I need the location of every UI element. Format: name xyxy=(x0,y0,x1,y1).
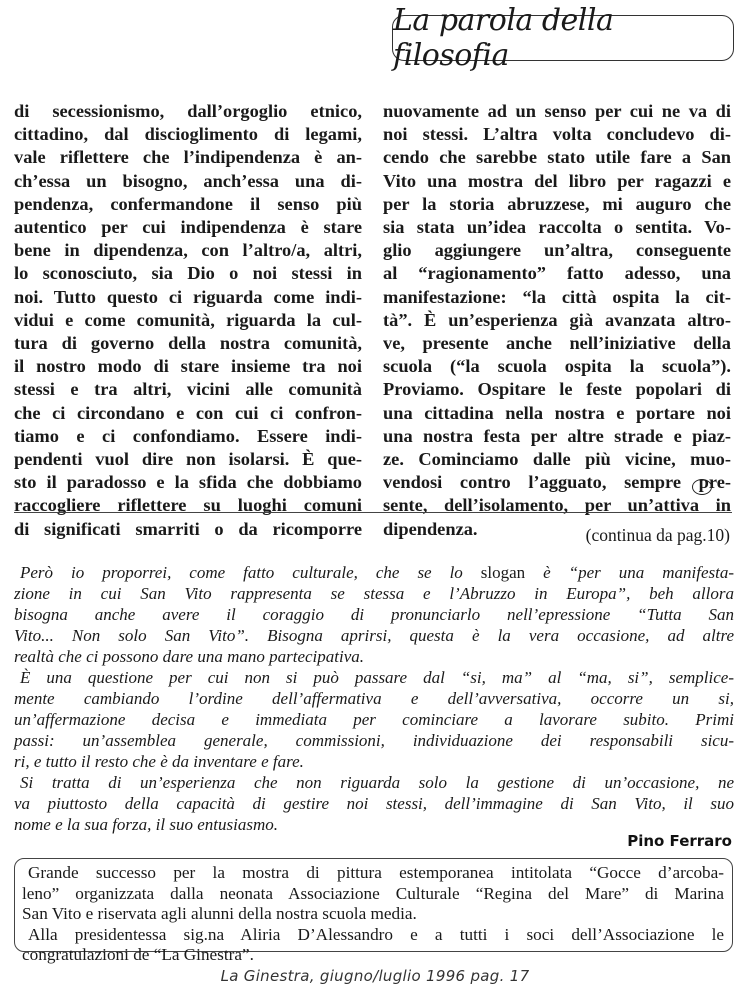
text-line: vidui e come comunità, riguarda la cul- xyxy=(14,309,362,330)
text-line: mente cambiando l’ordine dell’affermativa e dell’avversativa, occorre un si, xyxy=(14,689,734,708)
text-line: tura di governo della nostra comunità, xyxy=(14,333,362,354)
text-line: congratulazioni de “La Ginestra”. xyxy=(22,945,254,964)
section-header-box xyxy=(392,3,734,73)
text-line xyxy=(14,562,734,583)
text-line: bisogna anche avere il coraggio di pronunciarlo nell’epressione “Tutta San xyxy=(14,605,734,624)
text-line: Si tratta di un’esperienza che non riguarda solo la gestione di un’occasione, ne xyxy=(20,773,734,792)
text-line: ri, e tutto il resto che è da inventare e fare. xyxy=(14,752,304,771)
section-divider xyxy=(14,512,732,513)
article-right-column xyxy=(383,100,731,541)
article-left-column xyxy=(14,100,362,541)
text-line: leno” organizzata dalla neonata Associazione Culturale “Regina del Mare” di Marina xyxy=(22,883,724,903)
text-line: cittadino, dal discioglimento di legami, xyxy=(14,124,362,145)
notice-text xyxy=(22,863,724,966)
text-line: autentico per cui indipendenza è stare xyxy=(14,217,362,238)
author-signature: Pino Ferraro xyxy=(627,832,732,850)
text-line: al “ragionamento” fatto adesso, una xyxy=(383,263,731,284)
text-line: nuovamente ad un senso per cui ne va di xyxy=(383,101,731,121)
text-line: vendosi contro l’agguato, sempre pre- xyxy=(383,472,731,493)
text-line: una cittadina nella nostra e portare noi xyxy=(383,402,731,423)
text-line: Grande successo per la mostra di pittura estemporanea intitolata “Gocce d’arcoba- xyxy=(28,863,724,882)
text-line: ch’essa un bisogno, anch’essa una di- xyxy=(14,170,362,191)
text-line: noi stessi. L’altra volta concludevo di- xyxy=(383,124,731,145)
text-line: va piuttosto della capacità di gestire noi stessi, dell’immagine di San Vito, il suo xyxy=(14,794,734,813)
text-segment: è “per una manifesta- xyxy=(525,563,734,582)
text-line: dipendenza. xyxy=(383,518,478,539)
text-line: vale riflettere che l’indipendenza è an- xyxy=(14,147,362,168)
text-line: ze. Cominciamo dalle più vicine, muo- xyxy=(383,449,731,470)
text-line: tà”. È un’esperienza già avanzata altro- xyxy=(383,309,731,330)
text-line: San Vito e riservata agli alunni della nostra scuola media. xyxy=(22,904,417,923)
text-line: stessi e tra altri, vicini alle comunità xyxy=(14,379,362,400)
text-line: pendenti vuol dire non isolarsi. È que- xyxy=(14,449,362,470)
text-line: lo sconosciuto, sia Dio o noi stessi in xyxy=(14,263,362,284)
text-line: passi: un’assemblea generale, commissioni, individuazione dei responsabili sicu- xyxy=(14,731,734,750)
continuation-label: (continua da pag.10) xyxy=(585,525,730,545)
text-line: cendo che sarebbe stato utile fare a San xyxy=(383,147,731,168)
text-line: pendenza, confermandone il senso più xyxy=(14,193,362,214)
end-mark-circle-icon xyxy=(692,479,712,495)
text-line: un’affermazione decisa e immediata per cominciare a lavorare subito. Primi xyxy=(14,710,734,729)
text-line: Vito una mostra del libro per ragazzi e xyxy=(383,170,731,191)
page-footer: La Ginestra, giugno/luglio 1996 pag. 17 xyxy=(220,967,530,985)
text-line: di secessionismo, dall’orgoglio etnico, xyxy=(14,101,362,121)
text-line: il nostro modo di stare insieme tra noi xyxy=(14,356,362,377)
text-line: una nostra festa per altre strade e piaz- xyxy=(383,425,731,446)
text-line: sente, dell’isolamento, per un’attiva in xyxy=(383,495,731,516)
text-line: manifestazione: “la città ospita la cit- xyxy=(383,286,731,307)
text-line: nome e la sua forza, il suo entusiasmo. xyxy=(14,815,278,834)
text-line: realtà che ci possono dare una mano partecipativa. xyxy=(14,647,365,666)
text-line: Proviamo. Ospitare le feste popolari di xyxy=(383,379,731,400)
text-line: per la storia abruzzese, mi auguro che xyxy=(383,193,731,214)
continuation-body xyxy=(14,562,734,835)
text-line: Alla presidentessa sig.na Aliria D’Alessandro e a tutti i soci dell’Associazione le xyxy=(28,924,724,944)
section-title: La parola della filosofia xyxy=(393,3,614,73)
text-line: glio aggiungere un’altra, conseguente xyxy=(383,240,731,261)
text-line: ve, presente anche nell’iniziative della xyxy=(383,333,731,354)
text-line: tiamo e ci confondiamo. Essere indi- xyxy=(14,425,362,446)
text-line: sia stata un’idea raccolta o sentita. Vo- xyxy=(383,217,731,238)
text-line: sto il paradosso e la sfida che dobbiamo xyxy=(14,472,362,493)
text-line: noi. Tutto questo ci riguarda come indi- xyxy=(14,286,362,307)
text-segment: Però io proporrei, come fatto culturale, che se lo xyxy=(20,563,481,582)
text-line: che ci circondano e con cui ci confron- xyxy=(14,402,362,423)
text-line: bene in dipendenza, con l’altro/a, altri, xyxy=(14,240,362,261)
text-line: scuola (“la scuola ospita la scuola”). xyxy=(383,356,731,377)
text-line: Vito... Non solo San Vito”. Bisogna aprirsi, questa è la vera occasione, ad altre xyxy=(14,626,734,645)
text-line: raccogliere riflettere su luoghi comuni xyxy=(14,495,362,516)
text-line: zione in cui San Vito rappresenta se stessa e l’Abruzzo in Europa”, beh allora xyxy=(14,584,734,603)
text-segment-upright: slogan xyxy=(480,563,526,582)
text-line: di significati smarriti o da ricomporre xyxy=(14,518,362,539)
text-line: È una questione per cui non si può passare dal “si, ma” al “ma, si”, semplice- xyxy=(20,668,734,687)
